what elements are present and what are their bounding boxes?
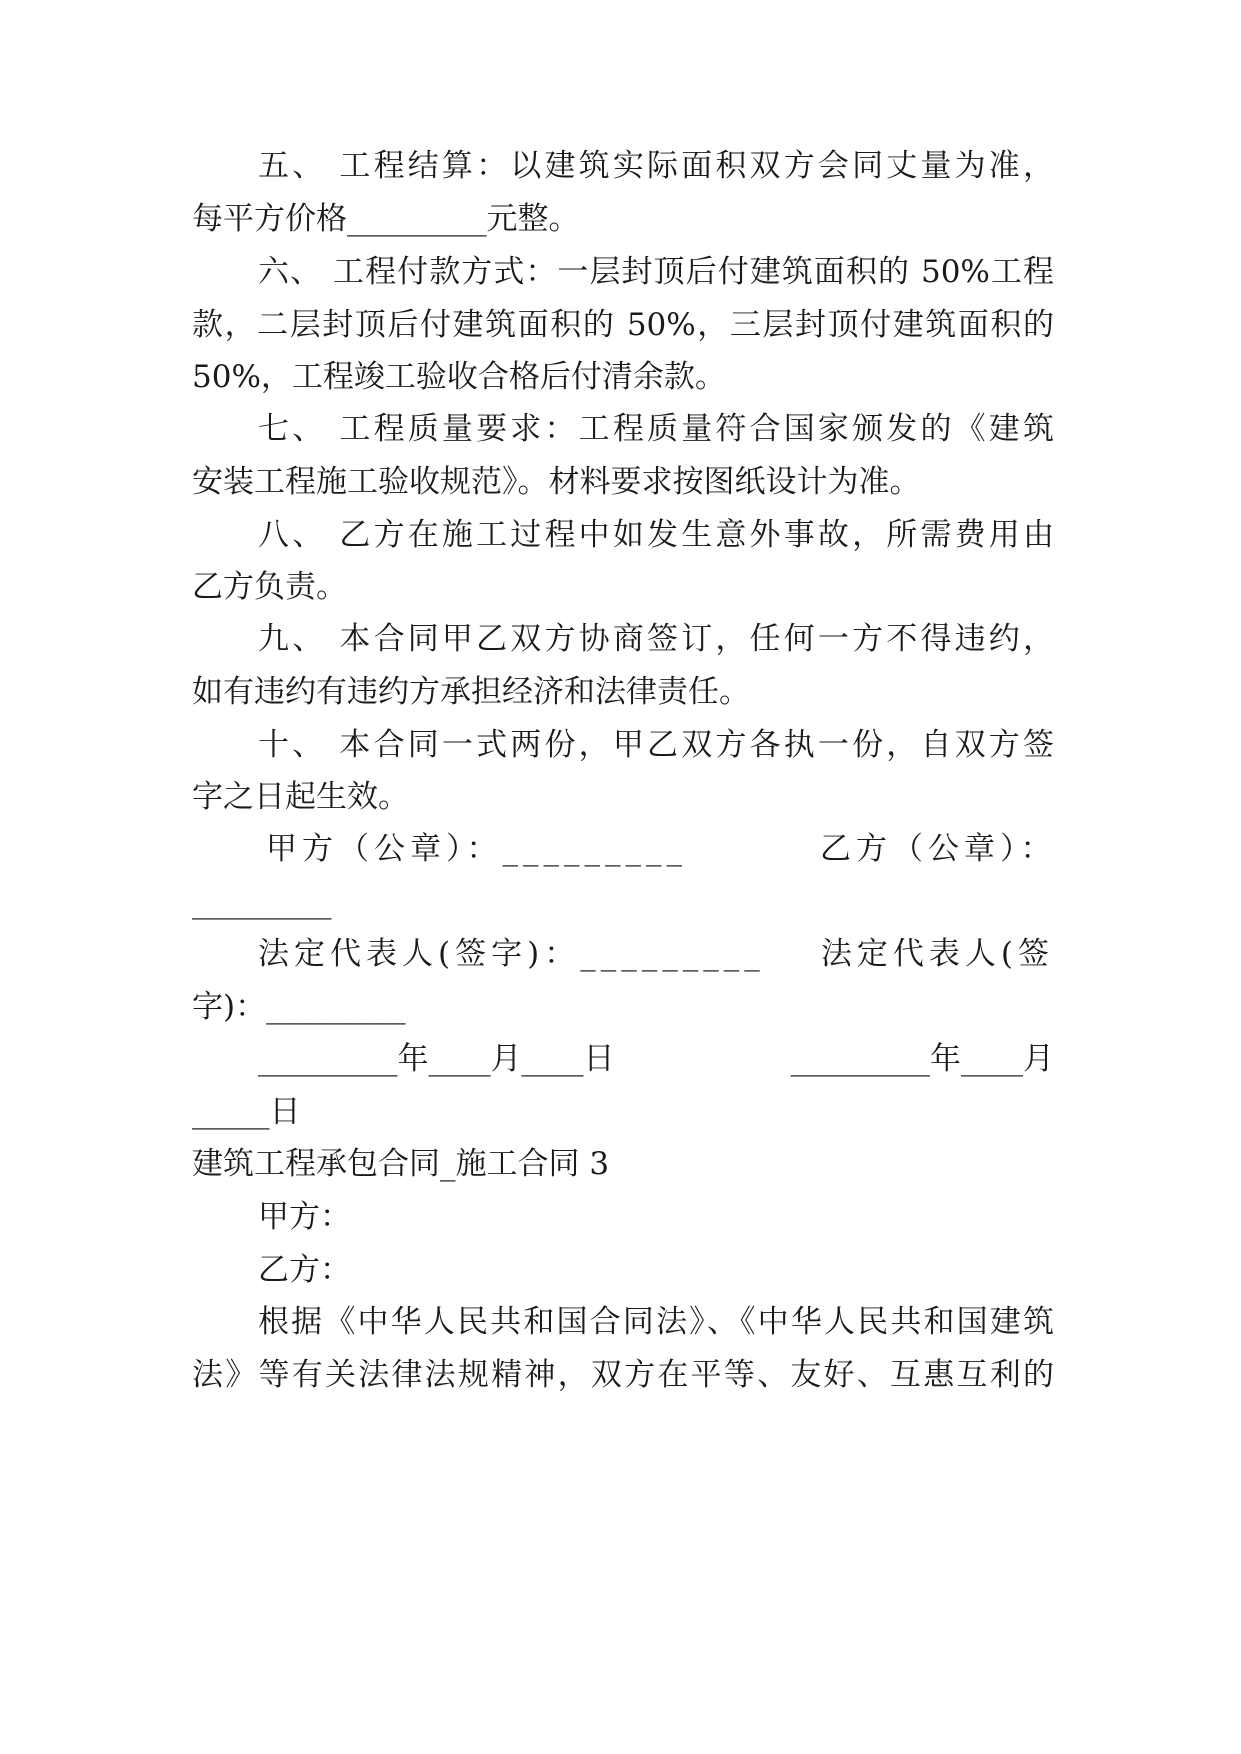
clause-9-line-1: 九、 本合同甲乙双方协商签订，任何一方不得违约， (258, 621, 1054, 657)
clause-8-line-1: 八、 乙方在施工过程中如发生意外事故，所需费用由 (258, 517, 1054, 553)
clause-8-line-2: 乙方负责。 (192, 569, 347, 605)
party-a-label: 甲方： (258, 1199, 351, 1235)
clause-7-line-1: 七、 工程质量要求：工程质量符合国家颁发的《建筑 (258, 411, 1054, 447)
preamble-line-2: 法》等有关法律法规精神，双方在平等、友好、互惠互利的 (192, 1357, 1054, 1393)
clause-7-line-2: 安装工程施工验收规范》。材料要求按图纸设计为准。 (192, 464, 921, 500)
date-b: _________年____月 (790, 1041, 1054, 1077)
rep-a-signature: 法定代表人(签字)：_________ (258, 936, 765, 972)
rep-b-signature-cont: 字)：_________ (192, 989, 406, 1025)
clause-10-line-1: 十、 本合同一式两份，甲乙双方各执一份，自双方签 (258, 727, 1054, 763)
party-b-seal-line: _________ (192, 884, 332, 920)
party-b-seal: 乙方（公章）： (820, 831, 1057, 867)
clause-5-line-1: 五、 工程结算：以建筑实际面积双方会同丈量为准， (258, 148, 1054, 184)
party-b-label: 乙方： (258, 1252, 351, 1288)
clause-6-line-1: 六、 工程付款方式：一层封顶后付建筑面积的 50%工程 (258, 254, 1054, 290)
clause-5-line-2: 每平方价格_________元整。 (192, 201, 580, 237)
rep-b-signature: 法定代表人(签 (820, 936, 1054, 972)
clause-10-line-2: 字之日起生效。 (192, 779, 409, 815)
section-title: 建筑工程承包合同_施工合同 3 (192, 1146, 610, 1182)
date-a: _________年____月____日 (258, 1041, 615, 1077)
party-a-seal: 甲方（公章）：_________ (266, 831, 687, 867)
clause-9-line-2: 如有违约有违约方承担经济和法律责任。 (192, 674, 750, 710)
preamble-line-1: 根据《中华人民共和国合同法》、《中华人民共和国建筑 (258, 1304, 1054, 1340)
date-b-cont: _____日 (192, 1094, 301, 1130)
clause-6-line-3: 50%，工程竣工验收合格后付清余款。 (192, 359, 726, 395)
clause-6-line-2: 款，二层封顶后付建筑面积的 50%，三层封顶付建筑面积的 (192, 307, 1054, 343)
